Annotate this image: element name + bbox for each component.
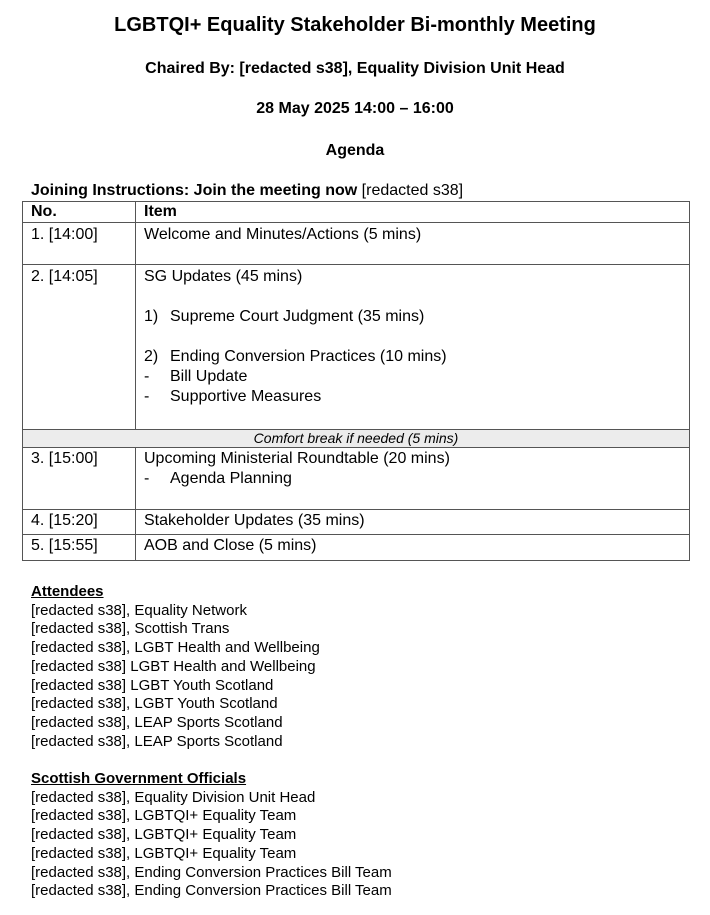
row-number: 2. [14:05] — [31, 268, 98, 285]
officials-section — [31, 770, 392, 901]
table-row — [23, 223, 690, 265]
sub-item-text: Supreme Court Judgment (35 mins) — [170, 308, 425, 325]
row-item: AOB and Close (5 mins) — [144, 537, 317, 554]
comfort-break-text: Comfort break if needed (5 mins) — [23, 430, 690, 448]
row-item: Upcoming Ministerial Roundtable (20 mins) — [144, 450, 450, 467]
bullet-text: Bill Update — [170, 368, 248, 385]
officials-heading: Scottish Government Officials — [31, 770, 247, 787]
row-number: 1. [14:00] — [31, 226, 98, 243]
bullet-item — [144, 469, 689, 489]
list-item: [redacted s38], LGBTQI+ Equality Team — [31, 807, 297, 825]
meeting-datetime: 28 May 2025 14:00 – 16:00 — [256, 100, 454, 117]
row-item: Welcome and Minutes/Actions (5 mins) — [144, 226, 422, 243]
list-item: [redacted s38], LEAP Sports Scotland — [31, 732, 283, 750]
list-item: [redacted s38], Ending Conversion Practices Bill Team — [31, 863, 392, 881]
bullet-item — [144, 367, 689, 387]
sub-item — [144, 307, 689, 327]
joining-label[interactable]: Joining Instructions: Join the meeting now — [31, 182, 358, 199]
row-item: SG Updates (45 mins) — [144, 268, 303, 285]
dash-bullet: - — [144, 368, 150, 385]
row-number: 3. [15:00] — [31, 450, 98, 467]
sub-item-text: Ending Conversion Practices (10 mins) — [170, 348, 447, 365]
attendees-section — [31, 583, 320, 751]
list-item: [redacted s38], LGBTQI+ Equality Team — [31, 844, 297, 862]
bullet-text: Agenda Planning — [170, 470, 292, 487]
list-item: [redacted s38], Scottish Trans — [31, 620, 230, 638]
table-header — [23, 202, 690, 223]
dash-bullet: - — [144, 388, 150, 405]
table-row — [23, 448, 690, 510]
agenda-table — [22, 201, 690, 561]
list-item: [redacted s38] LGBT Health and Wellbeing — [31, 657, 316, 675]
list-item: [redacted s38], Equality Network — [31, 601, 247, 619]
list-item: [redacted s38], LGBT Health and Wellbeing — [31, 639, 320, 657]
joining-instructions — [31, 182, 463, 200]
row-item: Stakeholder Updates (35 mins) — [144, 512, 365, 529]
list-item: [redacted s38] LGBT Youth Scotland — [31, 676, 274, 694]
dash-bullet: - — [144, 470, 150, 487]
bullet-text: Supportive Measures — [170, 388, 322, 405]
comfort-break-row — [23, 430, 690, 448]
chair-line: Chaired By: [redacted s38], Equality Division Unit Head — [145, 60, 565, 77]
sub-item — [144, 347, 689, 367]
list-item: [redacted s38], LGBT Youth Scotland — [31, 695, 278, 713]
joining-redacted: [redacted s38] — [357, 182, 464, 199]
sub-item-number: 2) — [144, 348, 159, 365]
row-number: 4. [15:20] — [31, 512, 98, 529]
list-item: [redacted s38], Equality Division Unit Head — [31, 788, 316, 806]
attendees-heading: Attendees — [31, 583, 104, 600]
table-row — [23, 510, 690, 535]
sub-item-number: 1) — [144, 308, 159, 325]
col-no-header: No. — [23, 202, 136, 223]
list-item: [redacted s38], LEAP Sports Scotland — [31, 713, 283, 731]
list-item: [redacted s38], LGBTQI+ Equality Team — [31, 826, 297, 844]
table-row — [23, 265, 690, 430]
meeting-title: LGBTQI+ Equality Stakeholder Bi-monthly Meeting — [114, 14, 596, 36]
row-number: 5. [15:55] — [31, 537, 98, 554]
agenda-heading: Agenda — [325, 142, 385, 159]
table-row — [23, 535, 690, 561]
list-item: [redacted s38], Ending Conversion Practices Bill Team — [31, 882, 392, 900]
bullet-item — [144, 387, 689, 407]
col-item-header: Item — [136, 202, 690, 223]
